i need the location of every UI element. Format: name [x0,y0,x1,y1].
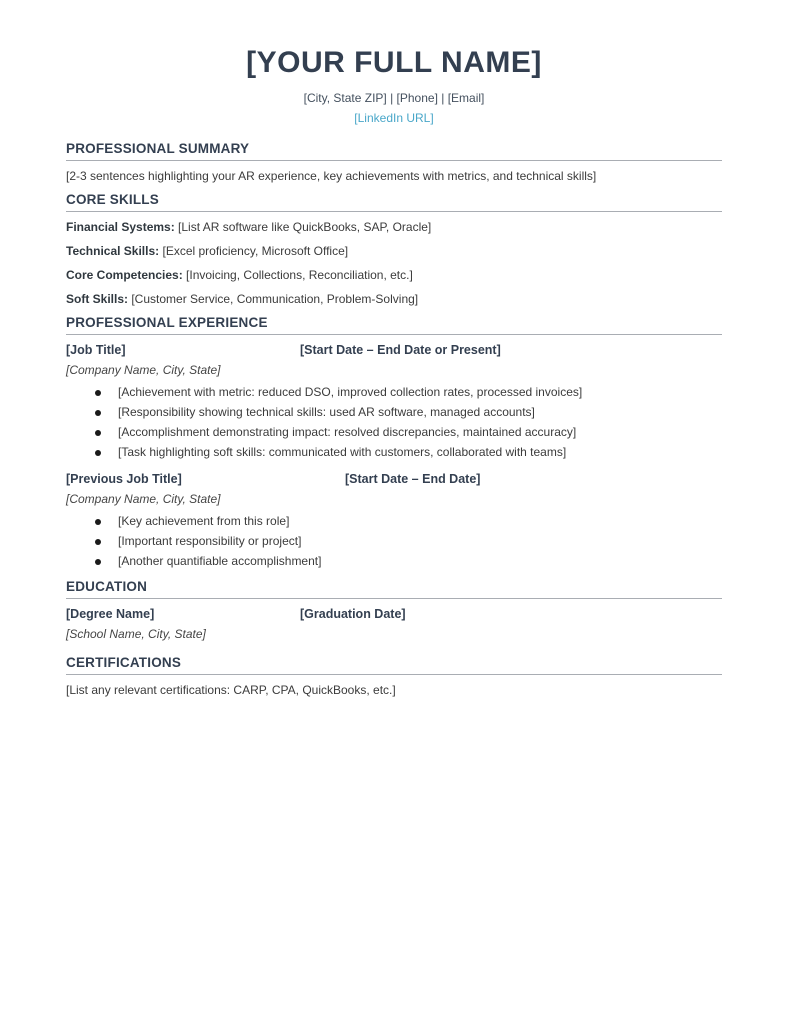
job-bullet-text: [Another quantifiable accomplishment] [118,554,322,568]
bullet-icon [95,450,101,456]
job-dates: [Start Date – End Date or Present] [300,343,501,357]
bullet-icon [95,539,101,545]
skill-label: Financial Systems: [66,220,175,234]
skills-heading: CORE SKILLS [66,191,722,212]
job-bullet-text: [Key achievement from this role] [118,514,290,528]
section-certifications [66,654,722,698]
resume-header [66,45,722,127]
job-title-row [66,343,722,358]
summary-text: [2-3 sentences highlighting your AR experience, key achievements with metrics, and technical skills] [66,169,597,183]
job-company: [Company Name, City, State] [66,363,221,377]
skill-value: [Customer Service, Communication, Problem-Solving] [128,292,419,306]
section-professional-experience [66,314,722,569]
summary-heading: PROFESSIONAL SUMMARY [66,140,722,161]
job-bullet-list [66,385,722,460]
skill-label: Core Competencies: [66,268,183,282]
linkedin-link[interactable]: [LinkedIn URL] [354,111,434,125]
bullet-icon [95,519,101,525]
bullet-icon [95,390,101,396]
school-name: [School Name, City, State] [66,627,206,641]
skill-label: Soft Skills: [66,292,129,306]
section-professional-summary [66,140,722,184]
job-entry-current [66,343,722,460]
skill-row-soft-skills [66,292,722,307]
skill-value: [List AR software like QuickBooks, SAP, Oracle] [174,220,432,234]
job-company: [Company Name, City, State] [66,492,221,506]
skill-row-financial-systems [66,220,722,235]
skill-label: Technical Skills: [66,244,160,258]
job-bullet [66,445,722,460]
job-bullet-text: [Accomplishment demonstrating impact: resolved discrepancies, maintained accuracy] [118,425,577,439]
job-title: [Previous Job Title] [66,472,182,486]
job-bullet [66,534,722,549]
job-bullet [66,405,722,420]
skill-row-core-competencies [66,268,722,283]
bullet-icon [95,430,101,436]
job-title-row [66,472,722,487]
certifications-text: [List any relevant certifications: CARP, CPA, QuickBooks, etc.] [66,683,396,697]
section-core-skills [66,191,722,307]
full-name: [YOUR FULL NAME] [246,46,542,79]
job-bullet-text: [Important responsibility or project] [118,534,302,548]
skill-value: [Excel proficiency, Microsoft Office] [159,244,349,258]
job-bullet [66,554,722,569]
skills-list [66,220,722,307]
section-education [66,578,722,642]
job-bullet [66,385,722,400]
job-entry-previous [66,472,722,569]
job-bullet-text: [Achievement with metric: reduced DSO, improved collection rates, processed invoices] [118,385,583,399]
job-dates: [Start Date – End Date] [345,472,481,486]
experience-heading: PROFESSIONAL EXPERIENCE [66,314,722,335]
graduation-date: [Graduation Date] [300,607,406,621]
job-bullet-list [66,514,722,569]
bullet-icon [95,410,101,416]
degree-row [66,607,722,622]
skill-row-technical-skills [66,244,722,259]
job-bullet [66,425,722,440]
skill-value: [Invoicing, Collections, Reconciliation, etc.] [182,268,413,282]
certifications-heading: CERTIFICATIONS [66,654,722,675]
job-title: [Job Title] [66,343,126,357]
contact-line: [City, State ZIP] | [Phone] | [Email] [303,91,485,105]
job-bullet-text: [Responsibility showing technical skills: used AR software, managed accounts] [118,405,535,419]
job-bullet [66,514,722,529]
education-heading: EDUCATION [66,578,722,599]
degree-name: [Degree Name] [66,607,155,621]
bullet-icon [95,559,101,565]
job-bullet-text: [Task highlighting soft skills: communicated with customers, collaborated with teams] [118,445,567,459]
